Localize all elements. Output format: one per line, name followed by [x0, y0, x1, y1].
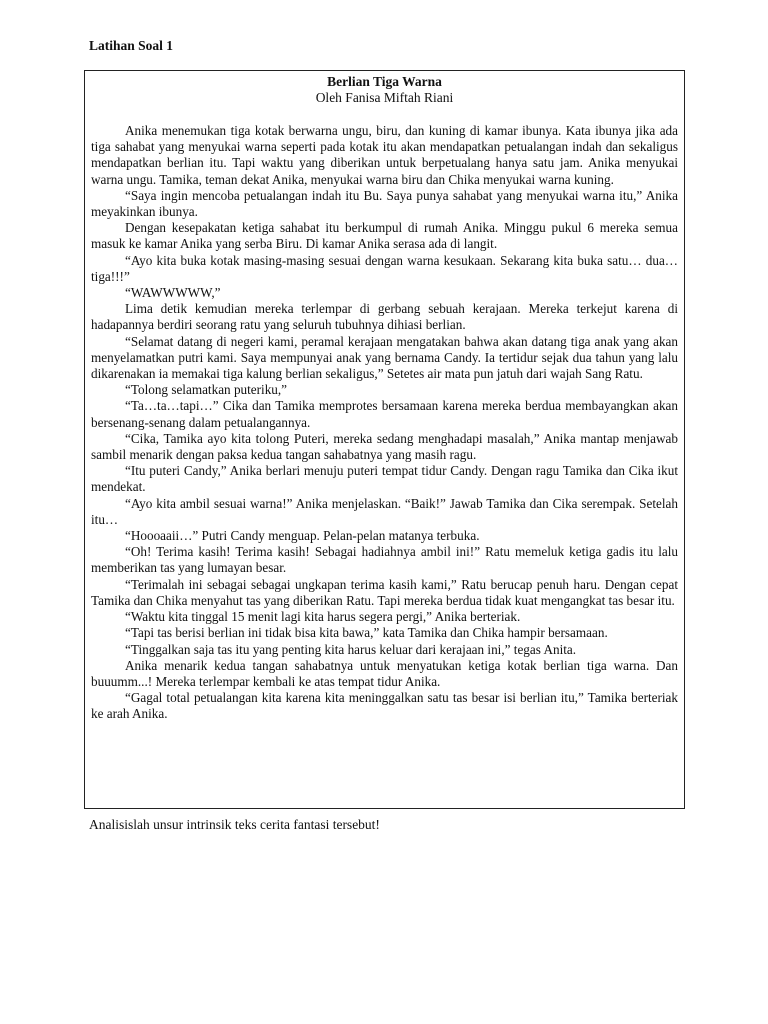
story-paragraph: “Saya ingin mencoba petualangan indah itu Bu. Saya punya sahabat yang menyukai warna itu,” Anika meyakinkan ibunya. — [91, 187, 678, 220]
story-paragraph: “Selamat datang di negeri kami, peramal kerajaan mengatakan bahwa akan datang tiga anak yang akan menyelamatkan putri kami. Saya mempunyai anak yang bernama Candy. Ia tertidur sejak dua tahun yang lalu dikarenakan ia memakai tiga kalung berlian sekaligus,” Setetes air mata pun jatuh dari wajah Sang Ratu. — [91, 333, 678, 382]
story-paragraph: Lima detik kemudian mereka terlempar di gerbang sebuah kerajaan. Mereka terkejut karena di hadapannya berdiri seorang ratu yang seluruh tubuhnya dihiasi berlian. — [91, 301, 678, 333]
story-paragraph: “Gagal total petualangan kita karena kita meninggalkan satu tas besar isi berlian itu,” Tamika berteriak ke arah Anika. — [91, 690, 678, 722]
story-box — [84, 70, 685, 809]
story-paragraph: “Terimalah ini sebagai sebagai ungkapan terima kasih kami,” Ratu berucap penuh haru. Dengan cepat Tamika dan Chika menyahut tas yang diberikan Ratu. Tapi mereka berdua tidak kuat mengangkat tas besar itu. — [91, 576, 678, 608]
story-paragraph: “Oh! Terima kasih! Terima kasih! Sebagai hadiahnya ambil ini!” Ratu memeluk ketiga gadis itu lalu memberikan tas yang lumayan besar. — [91, 544, 678, 576]
story-paragraph: “Ta…ta…tapi…” Cika dan Tamika memprotes bersamaan karena mereka berdua membayangkan akan bersenang-senang dalam petualangannya. — [91, 398, 678, 430]
instruction-text: Analisislah unsur intrinsik teks cerita fantasi tersebut! — [89, 817, 380, 832]
story-paragraph: “Tapi tas berisi berlian ini tidak bisa kita bawa,” kata Tamika dan Chika hampir bersamaan. — [125, 625, 608, 641]
story-author: Oleh Fanisa Miftah Riani — [315, 90, 454, 105]
story-body — [91, 123, 678, 723]
story-title: Berlian Tiga Warna — [327, 74, 442, 89]
story-paragraph: “Cika, Tamika ayo kita tolong Puteri, mereka sedang menghadapi masalah,” Anika mantap menjawab sambil menarik dengan paksa kedua tangan sahabatnya yang masih ragu. — [91, 430, 678, 463]
story-paragraph: “Waktu kita tinggal 15 menit lagi kita harus segera pergi,” Anika berteriak. — [125, 609, 521, 625]
story-paragraph: “Hoooaaii…” Putri Candy menguap. Pelan-pelan matanya terbuka. — [125, 528, 480, 544]
story-paragraph: “Tolong selamatkan puteriku,” — [125, 382, 288, 398]
story-paragraph: Anika menarik kedua tangan sahabatnya untuk menyatukan ketiga kotak berlian tiga warna. Dan buuumm...! Mereka terlempar kembali ke atas tempat tidur Anika. — [91, 657, 678, 689]
story-paragraph: “Tinggalkan saja tas itu yang penting kita harus keluar dari kerajaan ini,” tegas Anita. — [125, 641, 577, 657]
story-paragraph: Dengan kesepakatan ketiga sahabat itu berkumpul di rumah Anika. Minggu pukul 6 mereka semua masuk ke kamar Anika yang serba Biru. Di kamar Anika serasa ada di langit. — [91, 220, 678, 252]
story-paragraph: “Ayo kita buka kotak masing-masing sesuai dengan warna kesukaan. Sekarang kita buka satu… dua… tiga!!!” — [91, 252, 678, 284]
story-paragraph: Anika menemukan tiga kotak berwarna ungu, biru, dan kuning di kamar ibunya. Kata ibunya jika ada tiga sahabat yang menyukai warna seperti pada kotak itu akan mendapatkan petualangan indah dan sekaligus mendapatkan berlian itu. Tapi waktu yang diberikan untuk berpetualang hanya satu jam. Anika menyukai warna ungu. Tamika, teman dekat Anika, menyukai warna biru dan Chika menyukai warna kuning. — [91, 123, 678, 187]
story-paragraph: “Ayo kita ambil sesuai warna!” Anika menjelaskan. “Baik!” Jawab Tamika dan Cika serempak. Setelah itu… — [91, 495, 678, 527]
page-header: Latihan Soal 1 — [89, 38, 174, 53]
story-paragraph: “WAWWWWW,” — [125, 285, 221, 301]
story-paragraph: “Itu puteri Candy,” Anika berlari menuju puteri tempat tidur Candy. Dengan ragu Tamika dan Cika ikut mendekat. — [91, 463, 678, 495]
